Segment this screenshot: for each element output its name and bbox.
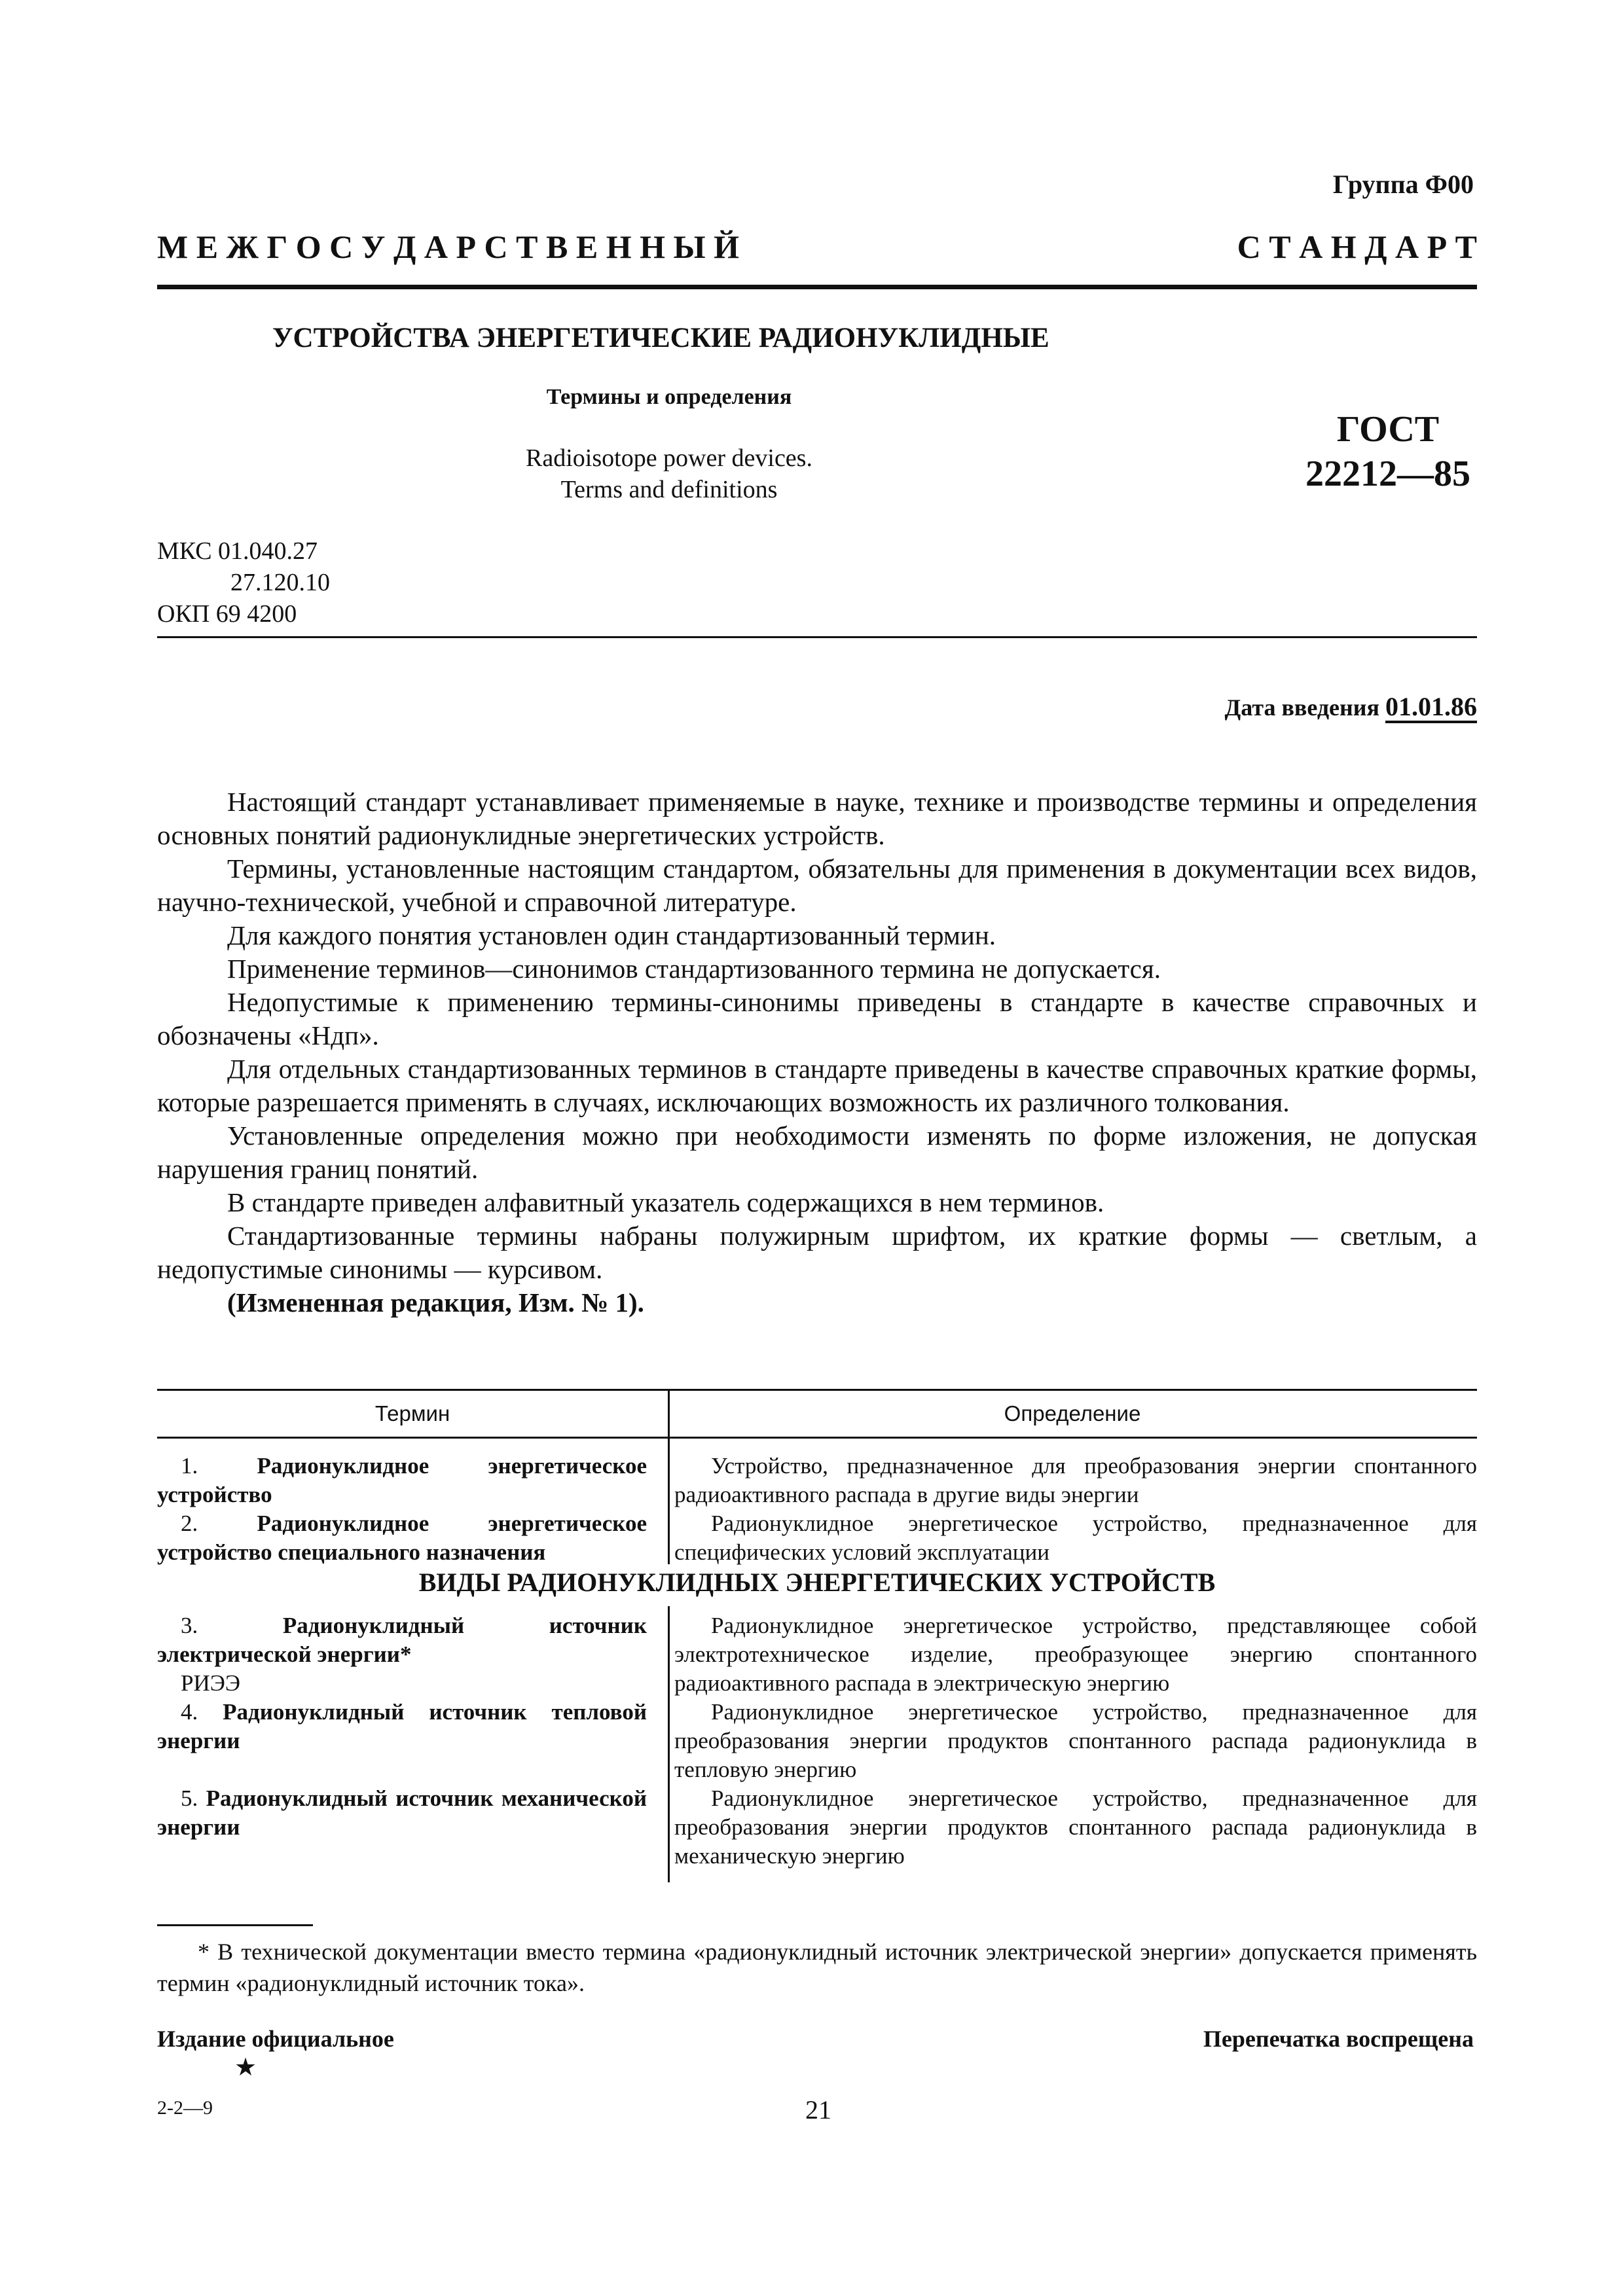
gost-designation [1283, 407, 1493, 496]
term-name: Радионуклидный источник тепловой энергии [157, 1699, 647, 1753]
gost-number: 22212—85 [1305, 454, 1470, 494]
definition-text: Радионуклидное энергетическое устройство, предназначенное для преобразования энергии продуктов спонтанного распада радионуклида в тепловую энергию [674, 1699, 1477, 1782]
okp-code: ОКП 69 4200 [157, 600, 297, 628]
reprint-prohibited-label: Перепечатка воспрещена [1203, 2026, 1474, 2052]
star-icon: ★ [234, 2054, 257, 2081]
page-number: 21 [805, 2095, 831, 2125]
date-value: 01.01.86 [1385, 692, 1477, 721]
term-number: 2. [181, 1511, 198, 1536]
standard-type-word2: С Т А Н Д А Р Т [1237, 228, 1477, 265]
definition-text: Радионуклидное энергетическое устройство, предназначенное для специфических условий эксплуатации [674, 1511, 1477, 1565]
amendment-note: (Измененная редакция, Изм. № 1). [227, 1287, 644, 1318]
definition-text: Устройство, предназначенное для преобразования энергии спонтанного радиоактивного распада в другие виды энергии [674, 1453, 1477, 1507]
footnote [157, 1936, 1477, 1999]
introduction-date [1225, 691, 1478, 722]
column-divider [668, 1439, 670, 1564]
table-row [157, 1784, 647, 1842]
standard-type-word1: М Е Ж Г О С У Д А Р С Т В Е Н Н Ы Й [157, 228, 739, 265]
intro-paragraph: Стандартизованные термины набраны полужирным шрифтом, их краткие формы — светлым, а недопустимые синонимы — курсивом. [157, 1221, 1477, 1284]
column-header-definition: Определение [1004, 1401, 1141, 1426]
introduction-text [157, 785, 1477, 1319]
intro-paragraph: Термины, установленные настоящим стандартом, обязательны для применения в документации всех видов, научно-технической, учебной и справочной литературе. [157, 853, 1477, 917]
table-body-group-2 [157, 1606, 1477, 1882]
section-row [157, 1564, 1477, 1606]
term-name: Радионуклидный источник механической энергии [157, 1785, 647, 1840]
term-name: Радионуклидное энергетическое устройство [157, 1453, 647, 1507]
term-name: Радионуклидный источник электрической энергии* [157, 1613, 647, 1667]
standard-type-heading [157, 228, 1477, 266]
term-abbreviation: РИЭЭ [181, 1670, 240, 1696]
table-row [157, 1611, 647, 1698]
column-divider [668, 1606, 670, 1882]
terms-table [157, 1389, 1477, 1882]
intro-paragraph: Для каждого понятия установлен один стандартизованный термин. [227, 920, 996, 950]
intro-paragraph: В стандарте приведен алфавитный указатель содержащихся в нем терминов. [227, 1187, 1104, 1217]
intro-paragraph: Установленные определения можно при необходимости изменять по форме изложения, не допуская нарушения границ понятий. [157, 1121, 1477, 1184]
table-body-group-1 [157, 1439, 1477, 1564]
term-name: Радионуклидное энергетическое устройство специального назначения [157, 1511, 647, 1565]
term-number: 1. [181, 1453, 198, 1479]
date-label: Дата введения [1224, 694, 1379, 721]
mks-code: МКС 01.040.27 [157, 537, 318, 565]
document-subtitle: Термины и определения [546, 385, 792, 409]
print-code: 2-2—9 [157, 2097, 213, 2119]
table-row [157, 1509, 647, 1567]
term-number: 4. [181, 1699, 198, 1725]
document-title: УСТРОЙСТВА ЭНЕРГЕТИЧЕСКИЕ РАДИОНУКЛИДНЫЕ [272, 323, 1049, 353]
english-title-line1: Radioisotope power devices. [526, 444, 812, 472]
column-divider [668, 1391, 670, 1437]
term-number: 3. [181, 1613, 198, 1638]
section-heading: ВИДЫ РАДИОНУКЛИДНЫХ ЭНЕРГЕТИЧЕСКИХ УСТРОЙСТВ [418, 1568, 1216, 1597]
header-rule [157, 285, 1477, 289]
intro-paragraph: Для отдельных стандартизованных терминов в стандарте приведены в качестве справочных краткие формы, которые разрешается применять в случаях, исключающих возможность их различного толкования. [157, 1054, 1477, 1117]
definition-text: Радионуклидное энергетическое устройство, представляющее собой электротехническое изделие, преобразующее энергию спонтанного радиоактивного распада в электрическую энергию [674, 1613, 1477, 1696]
official-edition-label: Издание официальное [157, 2026, 394, 2052]
intro-paragraph: Настоящий стандарт устанавливает применяемые в науке, технике и производстве термины и определения основных понятий радионуклидные энергетических устройств. [157, 787, 1477, 850]
term-number: 5. [181, 1785, 198, 1811]
group-code: Группа Ф00 [1332, 170, 1474, 199]
footnote-rule [157, 1924, 313, 1926]
table-header [157, 1389, 1477, 1439]
column-header-term: Термин [374, 1401, 450, 1426]
intro-paragraph: Применение терминов—синонимов стандартизованного термина не допускается. [227, 954, 1161, 984]
mks-code-second: 27.120.10 [230, 569, 330, 596]
codes-rule [157, 636, 1477, 638]
english-title-line2: Terms and definitions [560, 476, 778, 503]
english-title [433, 442, 905, 505]
footnote-text: * В технической документации вместо термина «радионуклидный источник электрической энергии» допускается применять термин «радионуклидный источник тока». [157, 1939, 1477, 1996]
classification-codes [157, 535, 330, 630]
definition-text: Радионуклидное энергетическое устройство, предназначенное для преобразования энергии продуктов спонтанного распада радионуклида в механическую энергию [674, 1785, 1477, 1869]
intro-paragraph: Недопустимые к применению термины-синонимы приведены в стандарте в качестве справочных и обозначены «Ндп». [157, 987, 1477, 1050]
gost-label: ГОСТ [1336, 409, 1440, 450]
table-row [157, 1452, 647, 1509]
table-row [157, 1698, 647, 1755]
